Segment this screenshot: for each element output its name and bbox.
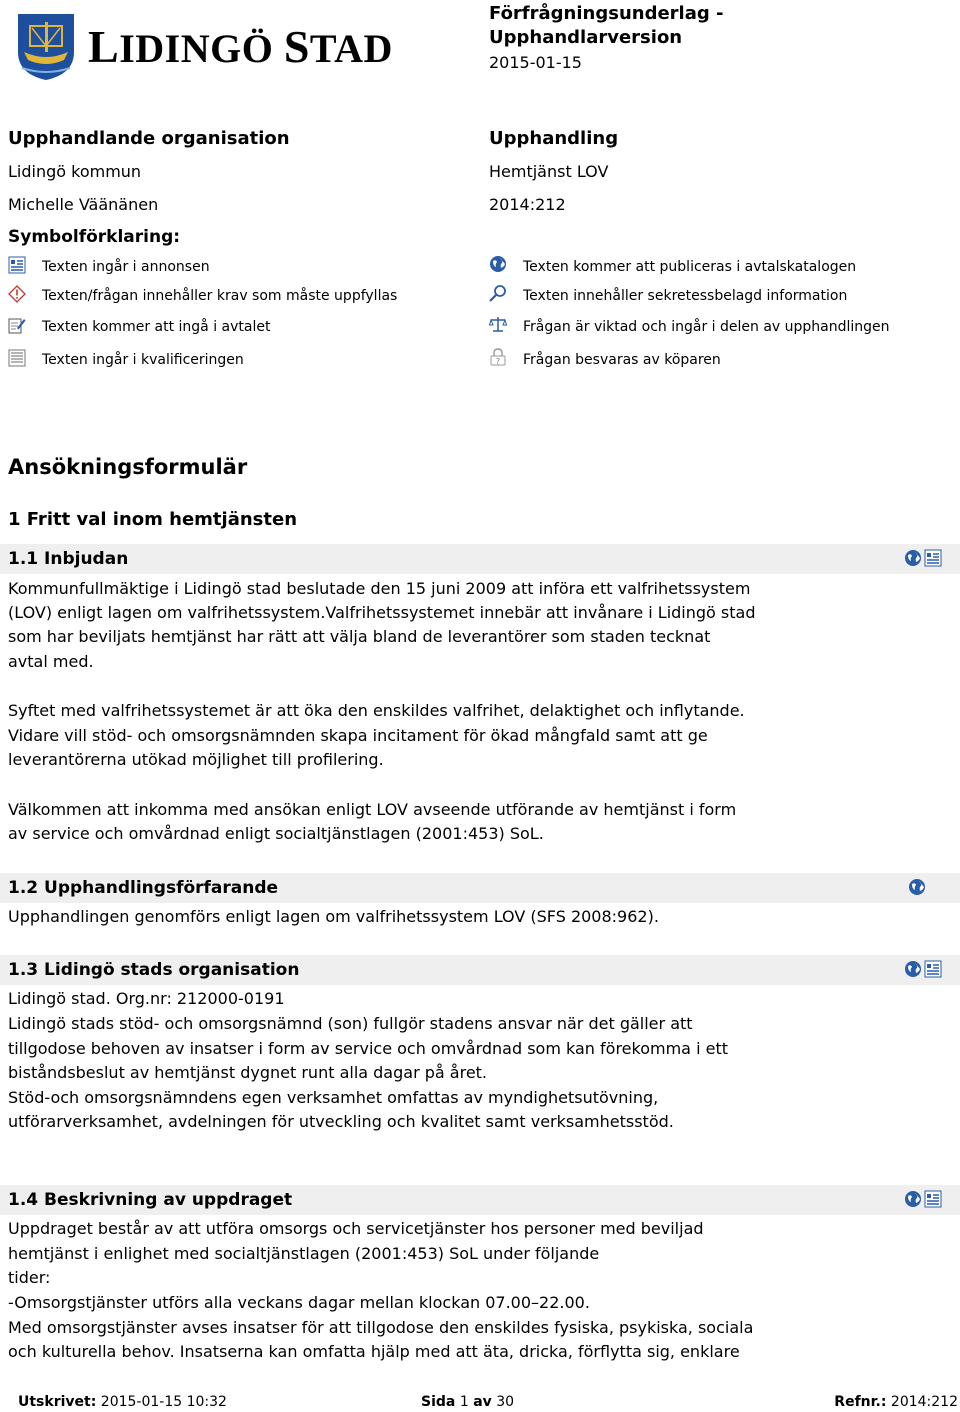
section-1-4-title: 1.4 Beskrivning av uppdraget: [8, 1190, 293, 1210]
footer-page-label: Sida: [421, 1394, 456, 1410]
text-line: Vidare vill stöd- och omsorgsnämnden skapa incitament för ökad mångfald samt att ge: [8, 726, 708, 745]
scale-icon: [489, 315, 507, 333]
text-line: -Omsorgstjänster utförs alla veckans dagar mellan klockan 07.00–22.00.: [8, 1293, 590, 1312]
footer-printed-value: 2015-01-15 10:32: [100, 1394, 227, 1410]
magnifier-icon: [489, 284, 507, 302]
text-line: Lidingö stad. Org.nr: 212000-0191: [8, 989, 285, 1008]
text-line: Lidingö stads stöd- och omsorgsnämnd (son) fullgör stadens ansvar när det gäller att: [8, 1014, 693, 1033]
document-icon: [8, 349, 26, 367]
svg-text:?: ?: [495, 357, 501, 366]
legend-item-label: Texten ingår i annonsen: [42, 259, 210, 275]
text-line: och kulturella behov. Insatserna kan omfatta hjälp med att äta, dricka, förflytta sig, enklare: [8, 1342, 740, 1361]
footer-ref-label: Refnr.:: [834, 1394, 887, 1410]
text-line: utförarverksamhet, avdelningen för utveckling och kvalitet samt verksamhetsstöd.: [8, 1112, 674, 1131]
footer-printed-label: Utskrivet:: [18, 1394, 97, 1410]
legend-item-label: Texten/frågan innehåller krav som måste uppfyllas: [42, 288, 398, 304]
list-icon: [8, 256, 26, 274]
footer-page: [421, 1394, 514, 1410]
text-line: Med omsorgstjänster avses insatser för att tillgodose den enskildes fysiska, psykiska, sociala: [8, 1318, 754, 1337]
procurement-name: Hemtjänst LOV: [489, 162, 609, 181]
legend-heading: Symbolförklaring:: [8, 227, 181, 247]
legend-item-label: Frågan är viktad och ingår i delen av upphandlingen: [523, 319, 890, 335]
logo-wordmark: LIDINGÖ STAD: [88, 21, 393, 72]
text-line: tider:: [8, 1268, 51, 1287]
section-icons: [904, 549, 942, 571]
globe-icon: [489, 255, 507, 273]
footer-page-current: 1: [459, 1394, 469, 1410]
text-line: tillgodose behoven av insatser i form av service och omvårdnad som kan förekomma i ett: [8, 1039, 728, 1058]
text-line: Upphandlingen genomförs enligt lagen om valfrihetssystem LOV (SFS 2008:962).: [8, 907, 659, 926]
legend-item-label: Texten innehåller sekretessbelagd information: [523, 288, 848, 304]
doc-title-line1: Förfrågningsunderlag -: [489, 3, 724, 24]
text-line: Uppdraget består av att utföra omsorgs och servicetjänster hos personer med beviljad: [8, 1219, 704, 1238]
section-1-3-bar: [0, 955, 960, 985]
globe-list-icons: [904, 960, 942, 978]
text-line: (LOV) enligt lagen om valfrihetssystem.Valfrihetssystemet innebär att invånare i Lidingö stad: [8, 603, 756, 622]
section-1-4-bar: [0, 1185, 960, 1215]
legend-item-label: Frågan besvaras av köparen: [523, 352, 721, 368]
section-1-2-bar: [0, 873, 960, 903]
org-heading: Upphandlande organisation: [8, 128, 290, 149]
warning-icon: [8, 285, 26, 303]
procurement-ref: 2014:212: [489, 195, 566, 214]
section-1-3-title: 1.3 Lidingö stads organisation: [8, 960, 300, 980]
legend-item-label: Texten kommer att publiceras i avtalskatalogen: [523, 259, 857, 275]
coat-of-arms-icon: [16, 12, 76, 82]
lock-question-icon: [489, 348, 507, 366]
text-line: Kommunfullmäktige i Lidingö stad beslutade den 15 juni 2009 att införa ett valfrihetssystem: [8, 579, 751, 598]
text-line: leverantörerna utökad möjlighet till profilering.: [8, 750, 384, 769]
pencil-icon: [8, 316, 26, 334]
section-icons: [904, 1190, 942, 1212]
text-line: Syftet med valfrihetssystemet är att öka den enskildes valfrihet, delaktighet och inflytande.: [8, 701, 745, 720]
text-line: biståndsbeslut av hemtjänst dygnet runt alla dagar på året.: [8, 1063, 488, 1082]
section-1-heading: 1 Fritt val inom hemtjänsten: [8, 509, 298, 530]
footer-ref: [834, 1394, 958, 1410]
text-line: av service och omvårdnad enligt socialtjänstlagen (2001:453) SoL.: [8, 824, 544, 843]
form-heading: Ansökningsformulär: [8, 455, 248, 479]
text-line: som har beviljats hemtjänst har rätt att välja bland de leverantörer som staden tecknat: [8, 627, 711, 646]
legend-item-label: Texten ingår i kvalificeringen: [42, 352, 244, 368]
footer-ref-value: 2014:212: [890, 1394, 958, 1410]
globe-list-icons: [904, 549, 942, 567]
doc-title-line2: Upphandlarversion: [489, 27, 683, 48]
procurement-heading: Upphandling: [489, 128, 619, 149]
footer-page-of: av: [473, 1394, 492, 1410]
section-1-1-title: 1.1 Inbjudan: [8, 549, 129, 569]
footer-page-total: 30: [496, 1394, 515, 1410]
legend-item-label: Texten kommer att ingå i avtalet: [42, 319, 271, 335]
doc-date: 2015-01-15: [489, 53, 582, 72]
globe-icon: [908, 878, 926, 896]
org-person: Michelle Väänänen: [8, 195, 159, 214]
globe-list-icons: [904, 1190, 942, 1208]
section-icons: [908, 878, 926, 900]
lidingo-logo: [16, 12, 393, 84]
text-line: avtal med.: [8, 652, 94, 671]
footer-printed: [18, 1394, 227, 1410]
text-line: Välkommen att inkomma med ansökan enligt LOV avseende utförande av hemtjänst i form: [8, 800, 737, 819]
section-1-2-title: 1.2 Upphandlingsförfarande: [8, 878, 279, 898]
text-line: hemtjänst i enlighet med socialtjänstlagen (2001:453) SoL under följande: [8, 1244, 600, 1263]
org-name: Lidingö kommun: [8, 162, 142, 181]
section-icons: [904, 960, 942, 982]
section-1-1-bar: [0, 544, 960, 574]
text-line: Stöd-och omsorgsnämndens egen verksamhet omfattas av myndighetsutövning,: [8, 1088, 659, 1107]
document-header: [489, 2, 949, 76]
